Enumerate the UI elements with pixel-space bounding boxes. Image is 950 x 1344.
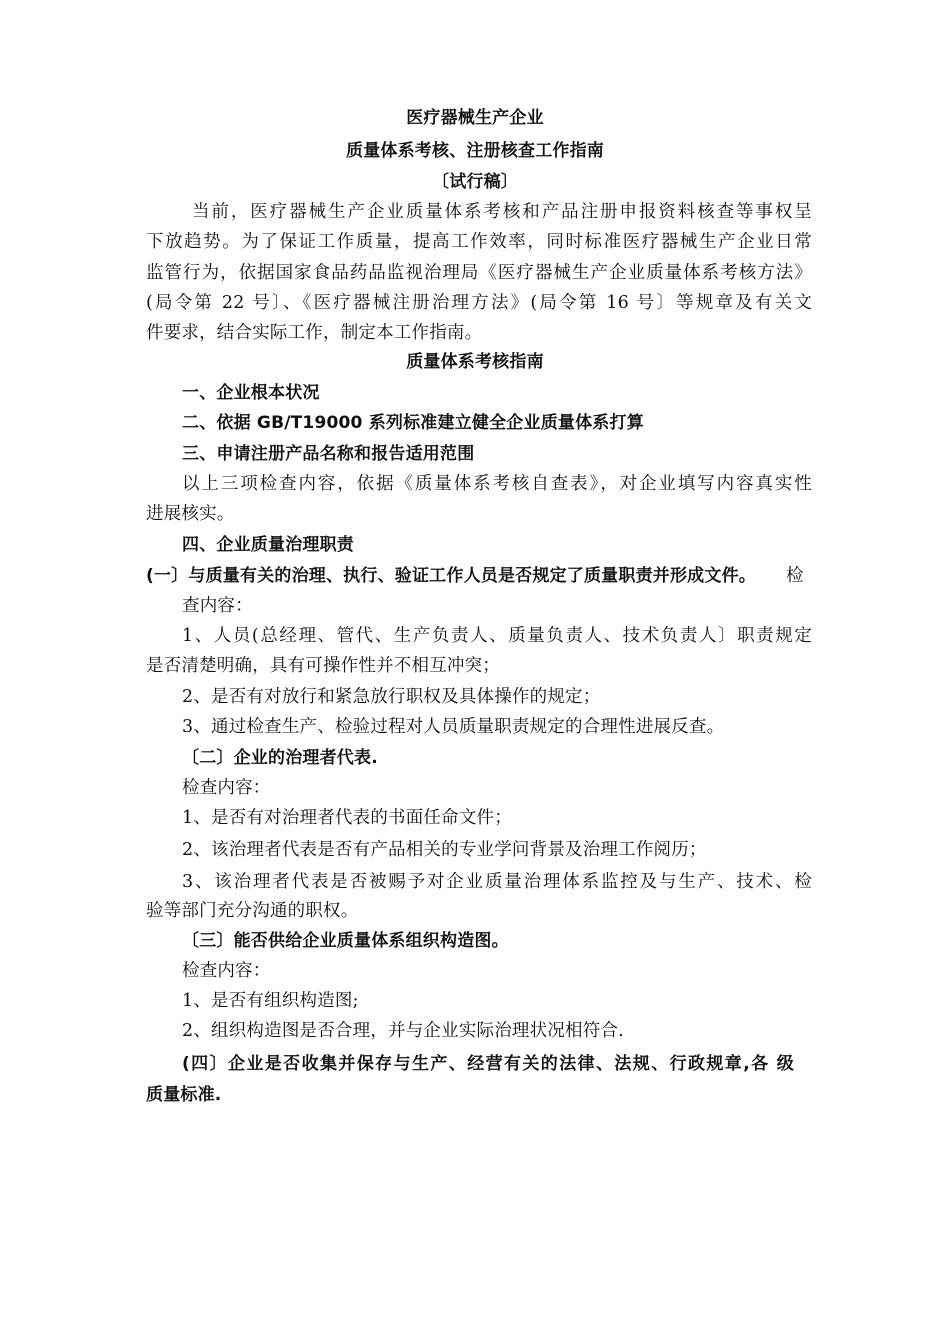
subsection-3-heading: 〔三〕能否供给企业质量体系组织构造图。 [182, 931, 509, 951]
intro-line-2: 下放趋势。为了保证工作质量，提高工作效率，同时标准医疗器械生产企业日常 [146, 232, 812, 252]
intro-line-1: 当前，医疗器械生产企业质量体系考核和产品注册申报资料核查等事权呈 [192, 202, 812, 222]
intro-line-3: 监管行为，依据国家食品药品监视治理局《医疗器械生产企业质量体系考核方法》 [146, 263, 812, 283]
subsection-2-point-3a: 3、该治理者代表是否被赐予对企业质量治理体系监控及与生产、技术、检 [182, 872, 812, 892]
subsection-2-heading: 〔二〕企业的治理者代表. [182, 748, 378, 768]
intro-line-4: (局令第 22 号〕、《医疗器械注册治理方法》(局令第 16 号〕等规章及有关文 [146, 293, 812, 313]
subsection-3-point-1: 1、是否有组织构造图; [182, 991, 359, 1011]
subsection-1-point-1a: 1、人员(总经理、管代、生产负责人、质量负责人、技术负责人〕职责规定 [182, 626, 812, 646]
subsection-2-point-3b: 验等部门充分沟通的职权。 [146, 901, 359, 921]
subsection-1-point-3: 3、通过检查生产、检验过程对人员质量职责规定的合理性进展反查。 [182, 717, 725, 737]
subsection-3-check: 检查内容： [182, 961, 271, 981]
title-line-2: 质量体系考核、注册核查工作指南 [346, 141, 604, 161]
subsection-1-point-1b: 是否清楚明确，具有可操作性并不相互冲突； [146, 656, 500, 676]
subsection-2-point-1: 1、是否有对治理者代表的书面任命文件； [182, 808, 512, 828]
subsection-1-point-2: 2、是否有对放行和紧急放行职权及具体操作的规定； [182, 687, 601, 707]
subsection-3-point-2: 2、组织构造图是否合理，并与企业实际治理状况相符合. [182, 1021, 624, 1041]
heading-2: 二、依据 GB/T19000 系列标准建立健全企业质量体系打算 [182, 413, 644, 433]
subsection-2-point-2: 2、该治理者代表是否有产品相关的专业学问背景及治理工作阅历； [182, 840, 707, 860]
heading-4: 四、企业质量治理职责 [182, 535, 354, 555]
heading-1: 一、企业根本状况 [182, 383, 320, 403]
title-line-3: 〔试行稿〕 [432, 172, 518, 192]
subsection-1-cont: 查内容： [182, 596, 253, 616]
subsection-4-heading-b: 质量标准. [146, 1085, 222, 1105]
note-line-2: 进展核实。 [146, 504, 235, 524]
subsection-2-check: 检查内容： [182, 778, 271, 798]
note-line-1: 以上三项检查内容，依据《质量体系考核自查表》，对企业填写内容真实性 [182, 474, 812, 494]
heading-3: 三、申请注册产品名称和报告适用范围 [182, 444, 475, 464]
subsection-1-heading: (一〕与质量有关的治理、执行、验证工作人员是否规定了质量职责并形成文件。 [146, 566, 756, 586]
intro-line-5: 件要求，结合实际工作，制定本工作指南。 [146, 323, 483, 343]
subsection-4-heading-a: (四〕企业是否收集并保存与生产、经营有关的法律、法规、行政规章,各 级 [182, 1054, 794, 1074]
subsection-1-tail: 检 [786, 566, 804, 586]
title-line-1: 医疗器械生产企业 [406, 108, 544, 128]
section-title: 质量体系考核指南 [406, 352, 544, 372]
